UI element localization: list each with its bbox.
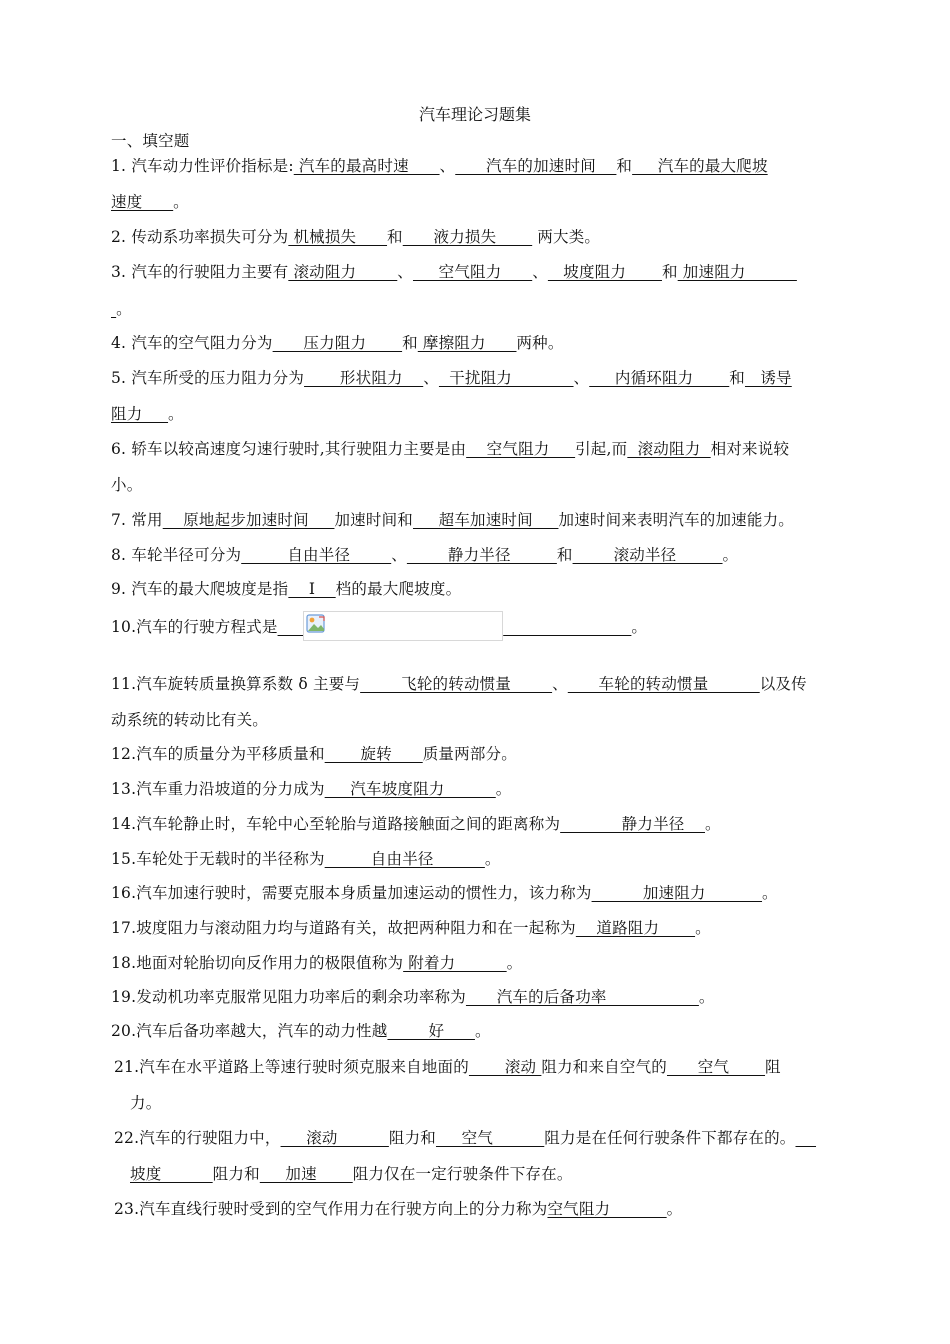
question-text: 6. 轿车以较高速度匀速行驶时,其行驶阻力主要是由 [111,440,467,458]
question-text: 22.汽车的行驶阻力中， [114,1129,281,1147]
question-23 [114,1197,682,1221]
question-text: 。 [168,405,184,423]
question-text: 阻力仅在一定行驶条件下存在。 [352,1165,573,1183]
question-19 [111,985,715,1009]
question-3 [111,260,797,284]
question-text: 引起,而 [575,440,628,458]
question-text: 1. 汽车动力性评价指标是: [111,157,294,175]
question-text: 、 [573,369,590,387]
answer-blank: 坡度 [130,1165,213,1183]
question-text: 。 [484,850,501,868]
question-text: 阻力和来自空气的 [541,1058,667,1076]
answer-blank: 超车加速时间 [412,511,559,529]
answer-blank [796,1129,817,1147]
question-text: 两种。 [516,334,564,352]
question-16 [111,881,778,905]
answer-blank: 旋转 [324,745,423,763]
question-text: 。 [722,546,739,564]
question-text: 、 [552,675,568,693]
question-text: 8. 车轮半径可分为 [111,546,242,564]
question-text: 14.汽车轮静止时，车轮中心至轮胎与道路接触面之间的距离称为 [111,815,561,833]
answer-blank: 静力半径 [560,815,705,833]
answer-blank: 加速 [259,1165,353,1183]
question-text: 19.发动机功率克服常见阻力功率后的剩余功率称为 [111,988,466,1006]
question-text: 11.汽车旋转质量换算系数 δ 主要与 [111,675,361,693]
question-text: 阻 [765,1058,781,1076]
question-text: 23.汽车直线行驶时受到的空气作用力在行驶方向上的分力称为 [114,1200,548,1218]
answer-blank: 滚动 [468,1058,542,1076]
question-text: 两大类。 [532,228,601,246]
question-text: 阻力是在任何行驶条件下都存在的。 [544,1129,796,1147]
question-text: 5. 汽车所受的压力阻力分为 [111,369,305,387]
question-text: 、 [397,263,413,281]
question-15 [111,847,501,871]
question-text: 。 [495,780,512,798]
question-text: 2. 传动系功率损失可分为 [111,228,289,246]
question-text: 和 [402,334,418,352]
question-text: 、 [423,369,439,387]
answer-blank: 滚动 [280,1129,389,1147]
answer-blank: 空气阻力 [547,1200,667,1218]
answer-blank: 汽车的后备功率 [465,988,699,1006]
answer-blank: 汽车坡度阻力 [324,780,496,798]
answer-blank: 干扰阻力 [438,369,574,387]
question-text: 相对来说较 [710,440,790,458]
question-8 [111,543,738,567]
question-text: 阻力和 [388,1129,436,1147]
answer-blank: 自由半径 [241,546,392,564]
question-10 [111,615,647,641]
question-text: 力。 [130,1094,162,1112]
question-text: 20.汽车后备功率越大，汽车的动力性越 [111,1022,388,1040]
equation-image-placeholder [303,611,503,641]
question-21-continued [130,1091,161,1115]
answer-blank: 滚动阻力 [627,440,711,458]
question-text: 。 [705,815,721,833]
answer-blank: 机械损失 [288,228,388,246]
answer-blank: 自由半径 [324,850,485,868]
question-4 [111,331,564,355]
question-text: 动系统的转动比有关。 [111,711,269,729]
question-text: 17.坡度阻力与滚动阻力均与道路有关，故把两种阻力和在一起称为 [111,919,576,937]
answer-blank: 阻力 [111,405,169,423]
answer-blank: 道路阻力 [575,919,696,937]
question-11 [111,672,807,696]
question-text: 。 [116,300,132,318]
answer-blank: 速度 [111,193,174,211]
question-text: 和 [729,369,745,387]
answer-blank: 附着力 [403,954,507,972]
question-text: 。 [695,919,711,937]
question-text: 12.汽车的质量分为平移质量和 [111,745,325,763]
question-text: 18.地面对轮胎切向反作用力的极限值称为 [111,954,404,972]
answer-blank: 汽车的加速时间 [455,157,617,175]
answer-blank: 好 [387,1022,475,1040]
question-text: 4. 汽车的空气阻力分为 [111,334,273,352]
answer-blank: 车轮的转动惯量 [567,675,760,693]
question-22-continued [130,1162,573,1186]
question-text: 、 [532,263,548,281]
question-text: 。 [631,618,648,636]
answer-blank: 静力半径 [406,546,557,564]
question-14 [111,812,721,836]
broken-image-icon [306,614,326,634]
answer-blank: 空气阻力 [412,263,533,281]
question-text: 、 [391,546,407,564]
question-text: 质量两部分。 [422,745,517,763]
answer-blank: 压力阻力 [272,334,403,352]
question-13 [111,777,511,801]
question-20 [111,1019,491,1043]
question-text: 10.汽车的行驶方程式是 [111,618,278,636]
question-11-continued [111,708,268,732]
question-text: 。 [506,954,523,972]
question-text: 。 [173,193,189,211]
question-text: 加速时间来表明汽车的加速能力。 [558,511,794,529]
answer-blank: 坡度阻力 [547,263,662,281]
question-text: 21.汽车在水平道路上等速行驶时须克服来自地面的 [114,1058,469,1076]
answer-blank [503,618,631,636]
question-text: 和 [387,228,403,246]
question-6 [111,437,789,461]
answer-blank: 摩擦阻力 [417,334,517,352]
question-text: 。 [474,1022,491,1040]
answer-blank: 加速阻力 [591,884,763,902]
answer-blank: 空气 [435,1129,545,1147]
answer-blank: 原地起步加速时间 [162,511,335,529]
question-12 [111,742,517,766]
answer-blank: 飞轮的转动惯量 [360,675,553,693]
question-5-continued [111,402,184,426]
question-5 [111,366,792,390]
answer-blank: 滚动半径 [572,546,723,564]
answer-blank: 加速阻力 [677,263,797,281]
answer-blank: 液力损失 [402,228,533,246]
question-text: 16.汽车加速行驶时，需要克服本身质量加速运动的惯性力，该力称为 [111,884,592,902]
question-9 [111,577,461,601]
question-text: 13.汽车重力沿坡道的分力成为 [111,780,325,798]
question-text: 、 [439,157,456,175]
answer-blank: 空气 [666,1058,766,1076]
question-text: 7. 常用 [111,511,163,529]
question-text: 和 [556,546,573,564]
question-text: 和 [616,157,633,175]
question-text: 。 [698,988,715,1006]
question-6-continued [111,473,142,497]
question-22 [114,1126,816,1150]
question-3-continued [111,297,132,321]
question-7 [111,508,794,532]
answer-blank: Ⅰ [288,580,336,598]
answer-blank: 形状阻力 [304,369,424,387]
question-2 [111,225,600,249]
answer-blank: 汽车的最大爬坡 [632,157,768,175]
answer-blank [278,618,304,636]
question-text: 以及传 [759,675,807,693]
question-text: 和 [661,263,678,281]
question-text: 加速时间和 [334,511,413,529]
question-text: 。 [666,1200,683,1218]
question-21 [114,1055,781,1079]
question-text: 小。 [111,476,143,494]
answer-blank: 内循环阻力 [589,369,730,387]
question-text: 9. 汽车的最大爬坡度是指 [111,580,289,598]
answer-blank: 滚动阻力 [288,263,398,281]
question-text: 档的最大爬坡度。 [335,580,462,598]
question-1 [111,154,768,178]
section-heading: 一、填空题 [111,132,190,150]
answer-blank: 空气阻力 [466,440,576,458]
question-text: 3. 汽车的行驶阻力主要有 [111,263,289,281]
answer-blank: 汽车的最高时速 [293,157,440,175]
question-text: 15.车轮处于无载时的半径称为 [111,850,325,868]
question-text: 阻力和 [212,1165,260,1183]
question-17 [111,916,711,940]
answer-blank: 诱导 [744,369,792,387]
question-text: 。 [762,884,778,902]
question-18 [111,951,522,975]
question-1-continued [111,190,189,214]
document-title: 汽车理论习题集 [418,105,531,124]
